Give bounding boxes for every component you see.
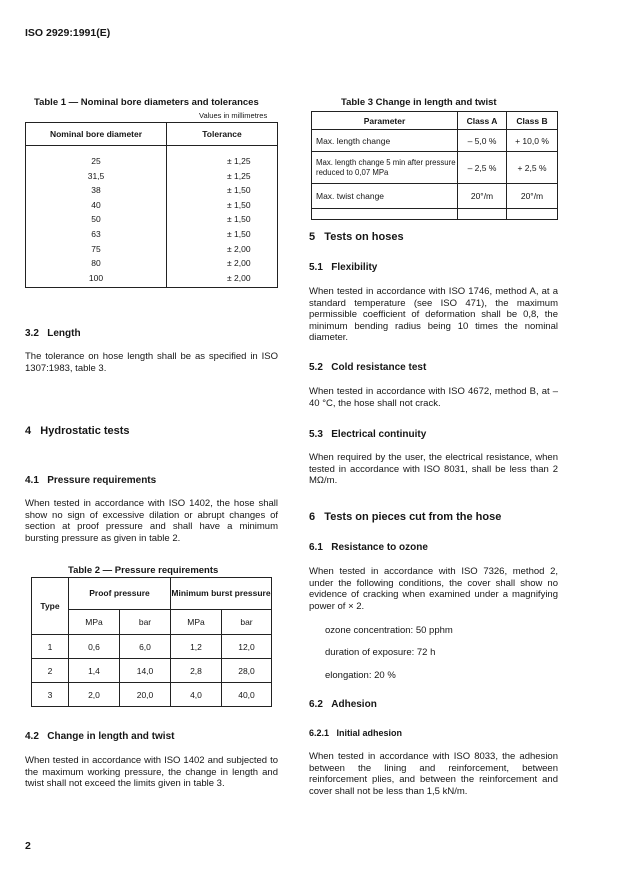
section-number: 3.2 xyxy=(25,328,39,339)
table1-diameter-value: 80 xyxy=(91,258,101,269)
table2-col-burst: Minimum burst pressure xyxy=(171,578,272,610)
ozone-condition-item: ozone concentration: 50 pphm xyxy=(325,625,453,636)
section-4-1-text: When tested in accordance with ISO 1402, the hose shall show no sign of excessive dilation or abrupt changes of section at proof pressure and shall have a minimum bursting pressure as given in table 2. xyxy=(25,498,278,544)
table1-tolerance-value: ± 1,50 xyxy=(227,228,251,239)
table-row xyxy=(312,152,558,184)
document-header: ISO 2929:1991(E) xyxy=(25,27,111,39)
section-4-2-heading xyxy=(25,731,174,742)
section-title: Hydrostatic tests xyxy=(40,425,130,437)
table1-diameter-value: 50 xyxy=(91,214,101,225)
table2-cell: 2 xyxy=(32,659,69,683)
table1-tolerance-value: ± 1,25 xyxy=(227,170,251,181)
table2-cell: 28,0 xyxy=(222,659,272,683)
section-5-1-text: When tested in accordance with ISO 1746, method A, at a standard temperature (see ISO 471), the maximum permissible coefficient of deformation shall be 0,8, the minimum bending radius being 10 times the nominal diameter. xyxy=(309,286,558,343)
section-5-2-heading xyxy=(309,362,426,373)
section-3-2-text: The tolerance on hose length shall be as specified in ISO 1307:1983, table 3. xyxy=(25,351,278,374)
table1-unit-note: Values in millimetres xyxy=(199,111,268,120)
table2-cell: 1 xyxy=(32,635,69,659)
table1-col-diameter: Nominal bore diameter xyxy=(26,123,167,146)
table3-parameter: Max. length change 5 min after pressure reduced to 0,07 MPa xyxy=(312,152,458,184)
table-row xyxy=(32,635,272,659)
section-title: Tests on pieces cut from the hose xyxy=(324,511,502,523)
section-number: 6.2 xyxy=(309,699,323,710)
table1-tolerance-value: ± 1,50 xyxy=(227,185,251,196)
table-row xyxy=(312,209,558,220)
table1-tolerance-cell xyxy=(167,146,278,288)
table2-caption: Table 2 — Pressure requirements xyxy=(68,565,219,576)
table2-unit: MPa xyxy=(69,609,120,634)
section-5-2-text: When tested in accordance with ISO 4672, method B, at – 40 °C, the hose shall not crack. xyxy=(309,386,558,409)
table2-cell: 1,2 xyxy=(171,635,222,659)
section-title: Change in length and twist xyxy=(47,731,175,742)
section-number: 6.2.1 xyxy=(309,728,330,738)
section-6-1-text: When tested in accordance with ISO 7326, method 2, under the following conditions, the cover shall show no evidence of cracking when examined under a magnifying power of × 2. xyxy=(309,566,558,612)
table3-class-a-value: – 2,5 % xyxy=(458,152,507,184)
table3-caption: Table 3 Change in length and twist xyxy=(341,97,497,108)
section-number: 4.2 xyxy=(25,731,39,742)
table2-cell: 40,0 xyxy=(222,683,272,707)
table2-col-type: Type xyxy=(32,578,69,635)
section-number: 5.1 xyxy=(309,262,323,273)
table2-unit: MPa xyxy=(171,609,222,634)
table2-cell: 14,0 xyxy=(120,659,171,683)
table2-cell: 0,6 xyxy=(69,635,120,659)
table1-caption: Table 1 — Nominal bore diameters and tolerances xyxy=(34,97,259,108)
section-6-1-heading xyxy=(309,542,428,553)
table3-col-parameter: Parameter xyxy=(312,112,458,130)
section-number: 5 xyxy=(309,231,316,243)
table1-tolerance-value: ± 2,00 xyxy=(227,243,251,254)
section-number: 5.3 xyxy=(309,429,323,440)
table1-diameter-value: 100 xyxy=(88,272,104,283)
section-3-2-heading xyxy=(25,328,81,339)
section-4-2-text: When tested in accordance with ISO 1402 and subjected to the maximum working pressure, the change in length and twist shall not exceed the limits given in table 3. xyxy=(25,755,278,789)
table3-col-class-a: Class A xyxy=(458,112,507,130)
section-5-3-text: When required by the user, the electrical resistance, when tested in accordance with ISO 8031, shall be less than 2 MΩ/m. xyxy=(309,452,558,486)
section-title: Electrical continuity xyxy=(331,429,427,440)
table1-diameter-value: 38 xyxy=(91,185,101,196)
table3-class-b-value: + 10,0 % xyxy=(507,130,558,152)
section-number: 6 xyxy=(309,511,316,523)
page-number: 2 xyxy=(25,840,31,852)
table3-class-a-value: – 5,0 % xyxy=(458,130,507,152)
table2-cell: 12,0 xyxy=(222,635,272,659)
section-number: 5.2 xyxy=(309,362,323,373)
table1-tolerance-value: ± 2,00 xyxy=(227,258,251,269)
table-row xyxy=(32,659,272,683)
table3 xyxy=(311,111,558,220)
section-title: Pressure requirements xyxy=(47,475,157,486)
table1-diameter-value: 31,5 xyxy=(87,170,105,181)
section-title: Adhesion xyxy=(331,699,377,710)
table1-tolerance-value: ± 2,00 xyxy=(227,272,251,283)
table-row xyxy=(32,683,272,707)
section-6-2-1-text: When tested in accordance with ISO 8033, the adhesion between the lining and reinforcement, between reinforcement plies, and between the reinforcement and cover shall not be less than 1,5 kN/m. xyxy=(309,751,558,797)
table1-diameter-cell xyxy=(26,146,167,288)
table3-class-b-value: + 2,5 % xyxy=(507,152,558,184)
table1-diameter-value: 40 xyxy=(91,199,101,210)
table1-diameter-value: 75 xyxy=(91,243,101,254)
table2 xyxy=(31,577,272,707)
section-title: Flexibility xyxy=(331,262,378,273)
table1-diameter-value: 25 xyxy=(91,156,101,166)
section-title: Tests on hoses xyxy=(324,231,404,243)
table1-tolerance-value: ± 1,50 xyxy=(227,214,251,225)
table3-parameter: Max. twist change xyxy=(312,184,458,209)
table3-class-b-value: 20°/m xyxy=(507,184,558,209)
table1-col-tolerance: Tolerance xyxy=(167,123,278,146)
section-title: Cold resistance test xyxy=(331,362,427,373)
section-5-3-heading xyxy=(309,429,426,440)
table2-cell: 20,0 xyxy=(120,683,171,707)
section-title: Initial adhesion xyxy=(336,728,403,738)
section-number: 6.1 xyxy=(309,542,323,553)
section-title: Length xyxy=(47,328,81,339)
table1-diameter-value: 63 xyxy=(91,228,101,239)
table2-cell: 6,0 xyxy=(120,635,171,659)
section-5-heading xyxy=(309,231,404,243)
table1-tolerance-value: ± 1,25 xyxy=(227,156,251,166)
section-title: Resistance to ozone xyxy=(331,542,428,553)
table2-cell: 4,0 xyxy=(171,683,222,707)
table-row xyxy=(312,130,558,152)
section-6-2-heading xyxy=(309,699,377,710)
table2-cell: 2,8 xyxy=(171,659,222,683)
table2-col-proof: Proof pressure xyxy=(69,578,171,610)
section-4-1-heading xyxy=(25,475,156,486)
table3-col-class-b: Class B xyxy=(507,112,558,130)
table1-tolerance-value: ± 1,50 xyxy=(227,199,251,210)
table2-cell: 3 xyxy=(32,683,69,707)
section-6-heading xyxy=(309,511,501,523)
ozone-condition-item: duration of exposure: 72 h xyxy=(325,647,436,658)
table2-cell: 2,0 xyxy=(69,683,120,707)
table2-cell: 1,4 xyxy=(69,659,120,683)
table2-unit: bar xyxy=(222,609,272,634)
section-number: 4.1 xyxy=(25,475,39,486)
section-4-heading xyxy=(25,425,130,437)
table1 xyxy=(25,122,278,288)
section-6-2-1-heading xyxy=(309,728,402,738)
ozone-condition-item: elongation: 20 % xyxy=(325,670,396,681)
table3-class-a-value: 20°/m xyxy=(458,184,507,209)
section-number: 4 xyxy=(25,425,32,437)
table3-parameter: Max. length change xyxy=(312,130,458,152)
section-5-1-heading xyxy=(309,262,377,273)
table2-unit: bar xyxy=(120,609,171,634)
table-row xyxy=(312,184,558,209)
